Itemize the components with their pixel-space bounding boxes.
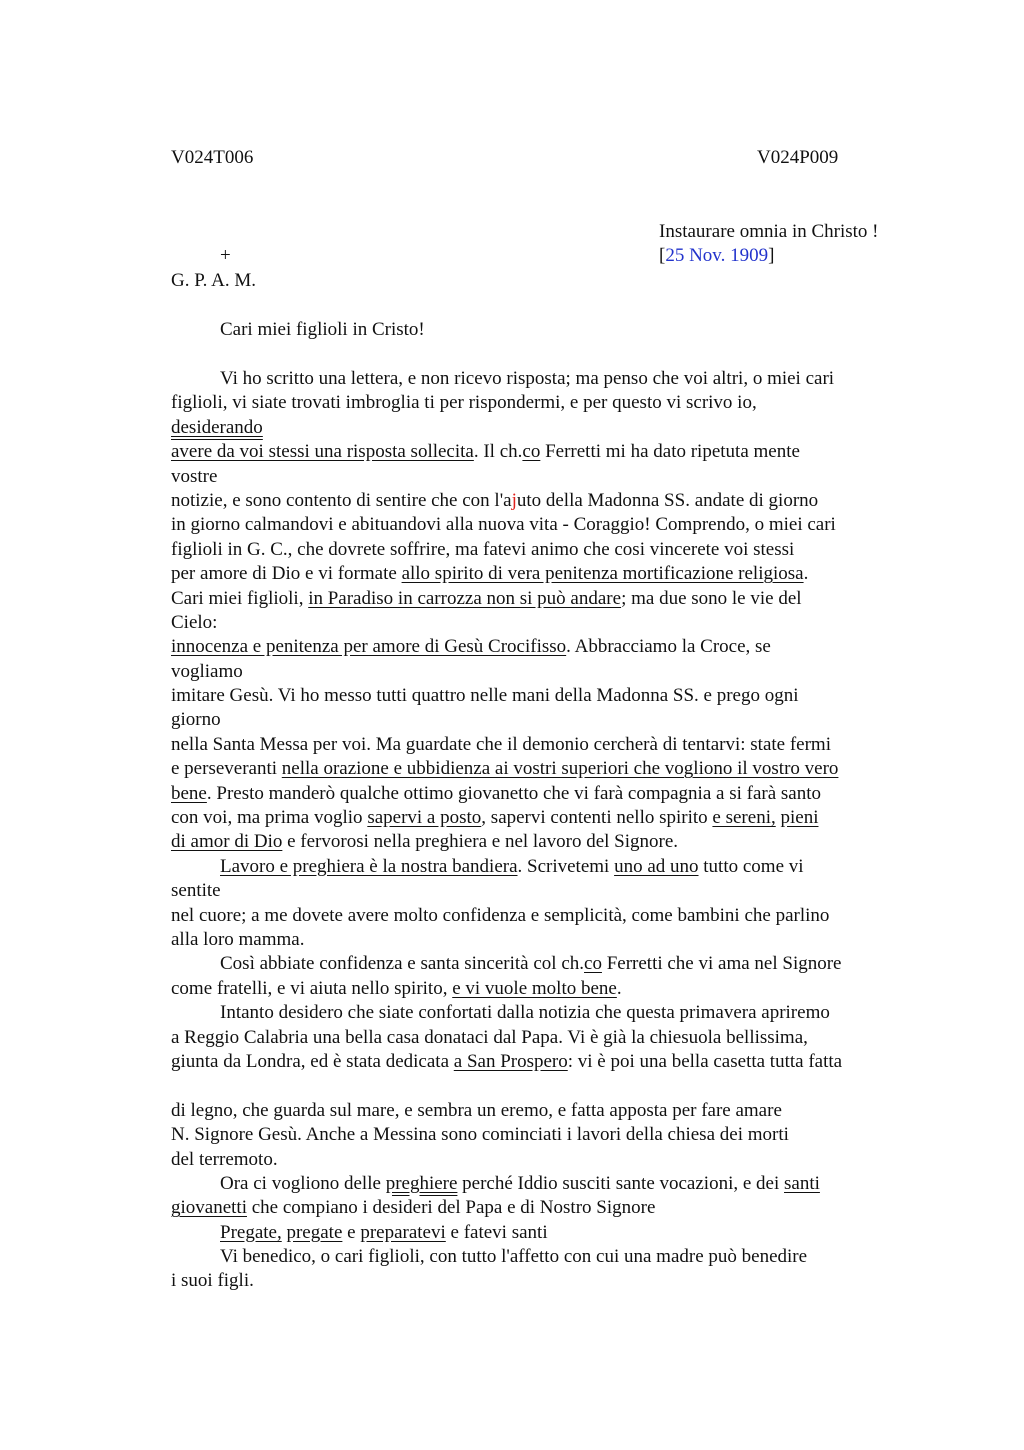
body-line: vostre xyxy=(171,465,218,487)
body-line: Così abbiate confidenza e santa sincerità col ch.co Ferretti che vi ama nel Signore xyxy=(220,953,842,975)
body-line: bene. Presto manderò qualche ottimo giovanetto che vi farà compagnia a si farà santo xyxy=(171,782,821,804)
body-line: sentite xyxy=(171,880,221,902)
body-line: Cielo: xyxy=(171,611,218,633)
date: 25 Nov. 1909 xyxy=(665,245,769,266)
body-line: Vi benedico, o cari figlioli, con tutto l'affetto con cui una madre può benedire xyxy=(220,1246,808,1268)
body-line: per amore di Dio e vi formate allo spirito di vera penitenza mortificazione religiosa. xyxy=(171,563,809,585)
body-line: giorno xyxy=(171,709,221,731)
body-line: con voi, ma prima voglio sapervi a posto, sapervi contenti nello spirito e sereni, pieni xyxy=(171,807,819,829)
body-line: di amor di Dio e fervorosi nella preghiera e nel lavoro del Signore. xyxy=(171,831,679,853)
body-line: vogliamo xyxy=(171,660,243,682)
body-line: Cari miei figlioli, in Paradiso in carrozza non si può andare; ma due sono le vie del xyxy=(171,587,802,609)
date-bracket-close: ] xyxy=(768,245,775,266)
body-line: a Reggio Calabria una bella casa donataci dal Papa. Vi è già la chiesuola bellissima, xyxy=(171,1026,808,1048)
body-line: come fratelli, e vi aiuta nello spirito, e vi vuole molto bene. xyxy=(171,977,622,999)
body-line: avere da voi stessi una risposta sollecita. Il ch.co Ferretti mi ha dato ripetuta mente xyxy=(171,441,800,463)
cross-symbol: + xyxy=(220,245,231,266)
blank-line xyxy=(171,1074,906,1098)
body-line: nella Santa Messa per voi. Ma guardate che il demonio cercherà di tentarvi: state fermi xyxy=(171,733,831,755)
body-line: Vi ho scritto una lettera, e non ricevo risposta; ma penso che voi altri, o miei cari xyxy=(220,368,835,389)
body-line: desiderando xyxy=(171,416,263,438)
body-line: giovanetti che compiano i desideri del Papa e di Nostro Signore xyxy=(171,1197,656,1219)
body-line: Pregate, pregate e preparatevi e fatevi santi xyxy=(220,1221,548,1243)
body-line: in giorno calmandovi e abituandovi alla nuova vita - Coraggio! Comprendo, o miei cari xyxy=(171,514,836,536)
body-line: Ora ci vogliono delle preghiere perché Iddio susciti sante vocazioni, e dei santi xyxy=(220,1172,820,1194)
motto: Instaurare omnia in Christo ! xyxy=(659,221,879,242)
body-line: alla loro mamma. xyxy=(171,928,305,950)
document-code-left: V024T006 xyxy=(171,147,254,168)
salutation: Cari miei figlioli in Cristo! xyxy=(220,319,425,340)
body-line: figlioli in G. C., che dovrete soffrire, ma fatevi animo che cosi vincerete voi stessi xyxy=(171,538,795,560)
date-line xyxy=(659,244,774,268)
body-line: notizie, e sono contento di sentire che con l'ajuto della Madonna SS. andate di giorno xyxy=(171,489,819,511)
body-line: Intanto desidero che siate confortati dalla notizia che questa primavera apriremo xyxy=(220,1002,830,1024)
body-line: i suoi figli. xyxy=(171,1270,254,1292)
body-line: giunta da Londra, ed è stata dedicata a San Prospero: vi è poi una bella casetta tutta fatta xyxy=(171,1050,843,1072)
body-line: di legno, che guarda sul mare, e sembra un eremo, e fatta apposta per fare amare xyxy=(171,1099,782,1121)
body-line: nel cuore; a me dovete avere molto confidenza e semplicità, come bambini che parlino xyxy=(171,904,830,926)
letter-body xyxy=(171,367,906,1294)
date-bracket-open: [ xyxy=(659,245,666,266)
body-line: N. Signore Gesù. Anche a Messina sono cominciati i lavori della chiesa dei morti xyxy=(171,1124,789,1146)
body-line: Lavoro e preghiera è la nostra bandiera. Scrivetemi uno ad uno tutto come vi xyxy=(220,855,804,877)
document-code-right: V024P009 xyxy=(757,147,839,168)
body-line: innocenza e penitenza per amore di Gesù Crocifisso. Abbracciamo la Croce, se xyxy=(171,636,771,658)
body-line: e perseveranti nella orazione e ubbidienza ai vostri superiori che vogliono il vostro vero xyxy=(171,758,839,780)
body-line: del terremoto. xyxy=(171,1148,278,1170)
initials: G. P. A. M. xyxy=(171,270,256,291)
body-line: imitare Gesù. Vi ho messo tutti quattro nelle mani della Madonna SS. e prego ogni xyxy=(171,685,799,707)
body-line: figlioli, vi siate trovati imbroglia ti per rispondermi, e per questo vi scrivo io, xyxy=(171,392,757,414)
